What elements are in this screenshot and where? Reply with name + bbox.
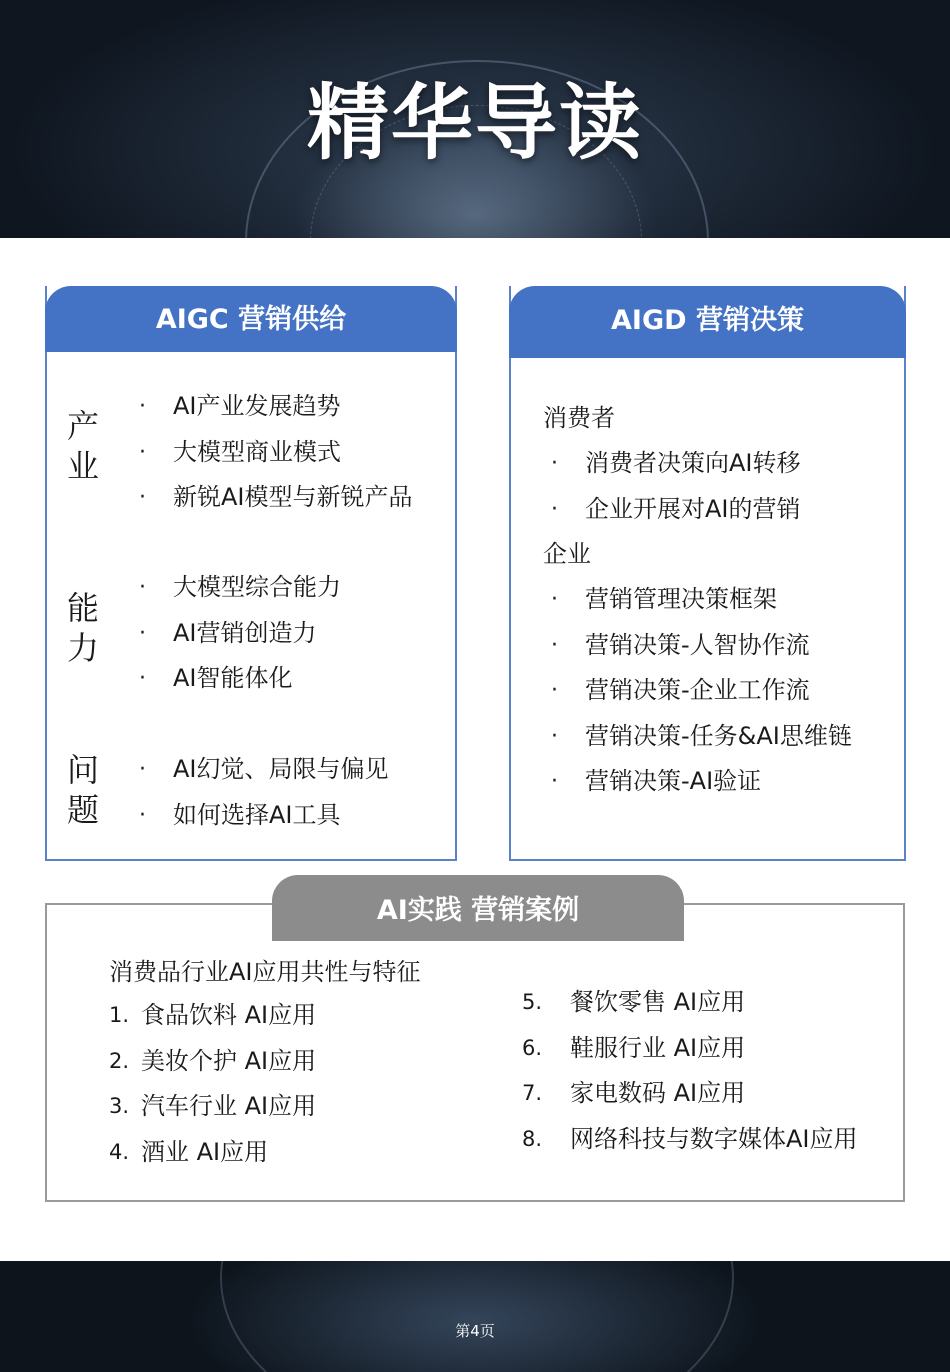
list-item-text: 营销决策-任务&AI思维链 [585,721,852,750]
bullet-dot: · [139,620,146,646]
label-char: 力 [66,629,99,667]
group-heading-consumer: 消费者 [543,404,615,432]
list-item [551,441,801,487]
cases-list-left [109,993,316,1175]
bullet-dot: · [139,802,146,828]
section-label-industry [63,406,103,486]
bullet-dot: · [551,723,558,749]
bullet-dot: · [139,439,146,465]
capability-list [135,565,341,702]
bullet-dot: · [139,394,146,419]
list-item-text: 食品饮料 AI应用 [141,1001,317,1029]
list-item-text: AI幻觉、局限与偏见 [173,755,389,783]
list-item-text: 企业开展对AI的营销 [585,494,801,523]
bullet-dot: · [139,666,146,691]
list-item-text: AI智能体化 [173,664,293,692]
bullet-dot: · [551,451,558,476]
problems-list [135,747,389,838]
list-item [135,475,413,521]
section-label-capability [63,588,103,668]
list-item-text: 新锐AI模型与新锐产品 [173,483,413,511]
list-item-text: 大模型综合能力 [173,573,341,601]
bullet-dot: · [139,485,146,510]
list-item [551,623,852,669]
list-item-text: 网络科技与数字媒体AI应用 [570,1124,858,1153]
item-number: 4. [109,1139,130,1164]
list-item [135,384,413,430]
item-number: 1. [109,1003,130,1027]
group-heading-enterprise: 企业 [543,540,591,568]
page-title: 精华导读 [306,76,643,171]
industry-list [135,384,413,521]
list-item-text: 营销管理决策框架 [585,585,777,613]
list-item [551,487,801,533]
footer-banner [0,1261,950,1372]
list-item [109,1084,316,1130]
list-item [135,430,413,476]
list-item-text: 大模型商业模式 [173,437,341,466]
item-number: 3. [109,1094,130,1118]
label-char: 业 [66,447,99,485]
list-item [522,1071,858,1117]
bullet-dot: · [139,575,146,600]
list-item [135,656,341,702]
decorative-ring [220,1261,734,1372]
list-item [135,565,341,611]
list-item [109,993,316,1039]
list-item [522,980,858,1026]
list-item-text: 营销决策-AI验证 [585,767,762,795]
list-item [135,611,341,657]
list-item-text: 营销决策-企业工作流 [585,676,810,704]
consumer-list [551,441,801,532]
item-number: 7. [522,1081,543,1105]
list-item [109,1130,316,1176]
page-number: 第4页 [455,1322,495,1340]
bullet-dot: · [551,769,558,794]
list-item [522,1117,858,1163]
bullet-dot: · [551,632,558,658]
bullet-dot: · [551,587,558,612]
list-item [551,759,852,805]
panel-title: AIGD 营销决策 [509,286,906,358]
item-number: 2. [109,1048,130,1073]
cases-intro: 消费品行业AI应用共性与特征 [109,958,421,986]
aigd-decision-panel [509,286,906,861]
list-item [109,1039,316,1085]
list-item [551,714,852,760]
list-item [551,577,852,623]
header-banner [0,0,950,238]
enterprise-list [551,577,852,805]
label-char: 题 [66,791,99,829]
section-label-problems [63,750,103,830]
list-item-text: 如何选择AI工具 [173,800,341,829]
label-char: 问 [66,751,99,789]
label-char: 产 [66,407,99,445]
list-item-text: 餐饮零售 AI应用 [570,988,746,1016]
list-item-text: 消费者决策向AI转移 [585,449,801,477]
list-item [522,1026,858,1072]
item-number: 8. [522,1126,543,1151]
list-item [551,668,852,714]
list-item-text: 美妆个护 AI应用 [141,1046,317,1075]
list-item [135,793,389,839]
panel-title: AIGC 营销供给 [45,286,457,352]
list-item-text: 家电数码 AI应用 [570,1079,746,1107]
bullet-dot: · [139,757,146,782]
item-number: 6. [522,1035,543,1060]
list-item-text: 酒业 AI应用 [141,1137,269,1166]
label-char: 能 [66,589,99,627]
list-item-text: 鞋服行业 AI应用 [570,1033,746,1062]
list-item-text: 汽车行业 AI应用 [141,1092,317,1120]
cases-list-right [522,980,858,1162]
list-item-text: 营销决策-人智协作流 [585,630,810,659]
cases-title-tab: AI实践 营销案例 [272,875,684,941]
aigc-supply-panel [45,286,457,861]
marketing-cases-panel [45,903,905,1202]
bullet-dot: · [551,678,558,703]
item-number: 5. [522,990,543,1014]
bullet-dot: · [551,496,558,522]
list-item-text: AI营销创造力 [173,618,317,647]
list-item-text: AI产业发展趋势 [173,392,341,420]
list-item [135,747,389,793]
